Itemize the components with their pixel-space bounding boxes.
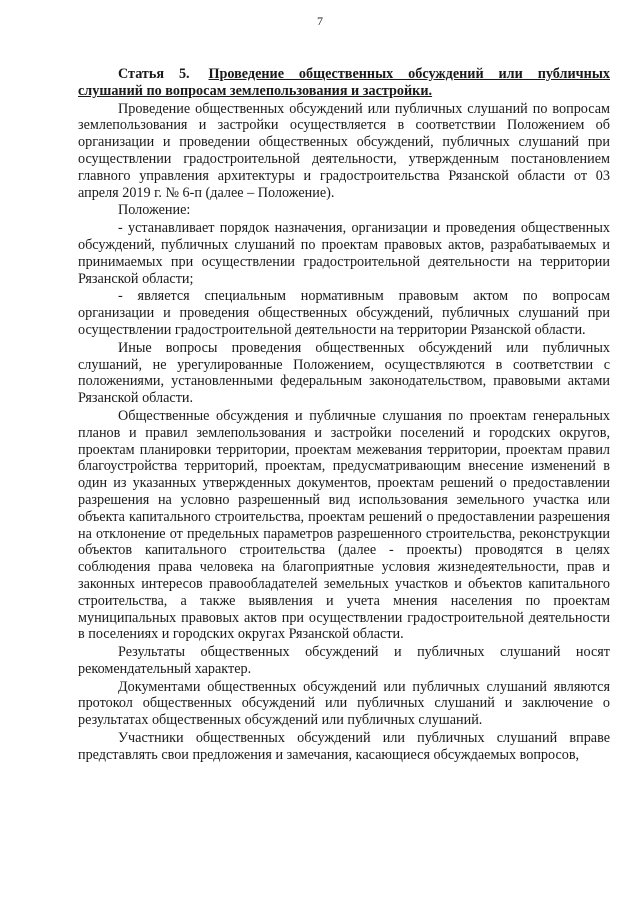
paragraph: Документами общественных обсуждений или публичных слушаний являются протокол общественных обсуждений или публичных слушаний и заключение о результатах общественных обсуждений или публичных слушаний. [78, 678, 610, 729]
paragraph: Участники общественных обсуждений или публичных слушаний вправе представлять свои предложения и замечания, касающиеся обсуждаемых вопросов, [78, 730, 610, 763]
document-body [78, 66, 610, 765]
list-item: - является специальным нормативным правовым актом по вопросам организации и проведения общественных обсуждений, публичных слушаний при осуществлении градостроительной деятельности на территории Рязанской области. [78, 288, 610, 338]
paragraph: Общественные обсуждения и публичные слушания по проектам генеральных планов и правил землепользования и застройки поселений и городских округов, проектам планировки территории, проектам межевания территории, проектам правил благоустройства территорий, проектам, предусматривающим внесение изменений в один из указанных утвержденных документов, проектам решений о предоставлении разрешения на условно разрешенный вид использования земельного участка или объекта капитального строительства, проектам решений о предоставлении разрешения на отклонение от предельных параметров разрешенного строительства, реконструкции объектов капитального строительства (далее - проекты) проводятся в целях соблюдения права человека на благоприятные условия жизнедеятельности, прав и законных интересов правообладателей земельных участков и объектов капитального строительства, а также выявления и учета мнения населения по проектам муниципальных правовых актов при осуществлении градостроительной деятельности в поселениях и городских округах Рязанской области. [78, 407, 610, 643]
article-title: Проведение общественных обсуждений или публичных слушаний по вопросам землепользования и застройки. [78, 66, 610, 99]
article-label: Статья 5. [118, 66, 190, 82]
paragraph: Иные вопросы проведения общественных обсуждений или публичных слушаний, не урегулированные Положением, осуществляются в соответствии с положениями, установленными федеральным законодательством, правовыми актами Рязанской области. [78, 339, 610, 407]
paragraph: Результаты общественных обсуждений и публичных слушаний носят рекомендательный характер. [78, 644, 610, 677]
article-heading [78, 66, 610, 100]
page-number: 7 [317, 14, 323, 28]
paragraph: Проведение общественных обсуждений или публичных слушаний по вопросам землепользования и застройки осуществляется в соответствии Положением об организации и проведении общественных обсуждений, публичных слушаний при осуществлении градостроительной деятельности, утвержденным постановлением главного управления архитектуры и градостроительства Рязанской области от 03 апреля 2019 г. № 6-п (далее – Положение). [78, 100, 610, 201]
list-item: - устанавливает порядок назначения, организации и проведения общественных обсуждений, публичных слушаний по проектам правовых актов, разрабатываемых и принимаемых при осуществлении градостроительной деятельности на территории Рязанской области; [78, 220, 610, 287]
paragraph: Положение: [118, 202, 191, 219]
